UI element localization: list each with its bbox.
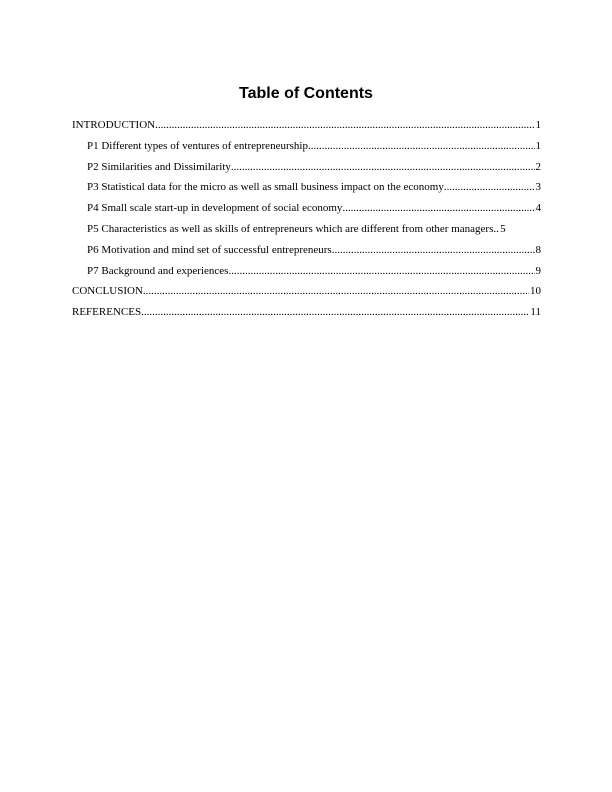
toc-entry-page: 11: [530, 306, 541, 319]
toc-dot-leader: [141, 302, 529, 323]
toc-entry-label: INTRODUCTION: [72, 119, 156, 131]
toc-entry-p4[interactable]: [72, 198, 541, 219]
toc-dot-leader: [342, 198, 534, 219]
toc-entry-label: REFERENCES: [72, 306, 142, 319]
toc-entry-p2[interactable]: [72, 157, 541, 178]
toc-entry-conclusion[interactable]: [72, 281, 541, 302]
toc-entry-p3[interactable]: [72, 177, 541, 198]
toc-dot-leader: [444, 177, 535, 198]
toc-entry-label: P7 Background and experiences: [87, 264, 229, 277]
toc-entry-page: 10: [530, 285, 541, 298]
toc-entry-page: 2: [535, 160, 541, 173]
toc-dot-leader: [155, 115, 534, 136]
toc-entry-page: 1: [535, 139, 541, 152]
toc-entry-label: P1 Different types of ventures of entrepreneurship: [87, 139, 308, 152]
toc-entry-page: 4: [535, 202, 541, 215]
toc-entry-page: 1: [535, 119, 541, 131]
toc-entry-p5[interactable]: [72, 219, 541, 240]
toc-dot-leader: [231, 157, 535, 178]
toc-dot-leader: [332, 240, 535, 261]
toc-dot-leader: [308, 136, 535, 157]
toc-entry-label: P2 Similarities and Dissimilarity: [87, 160, 231, 173]
toc-dot-leader: [143, 281, 529, 302]
toc-entry-page: 9: [535, 264, 541, 277]
toc-entry-label: P3 Statistical data for the micro as well as small business impact on the economy: [87, 181, 444, 194]
toc-entry-p7[interactable]: [72, 261, 541, 282]
toc-entry-label: P6 Motivation and mind set of successful entrepreneurs: [87, 243, 332, 256]
toc-entry-page: 5: [500, 222, 506, 235]
toc-entry-p1[interactable]: [72, 136, 541, 157]
toc-entry-label: P4 Small scale start-up in development of social economy: [87, 202, 343, 215]
toc-entry-p6[interactable]: [72, 240, 541, 261]
toc-entry-label: P5 Characteristics as well as skills of entrepreneurs which are different from other managers.: [87, 222, 497, 235]
toc-entry-references[interactable]: [72, 302, 541, 323]
toc-entry-page: 8: [535, 243, 541, 256]
toc-dot-leader: [228, 261, 534, 282]
table-of-contents: [72, 115, 541, 323]
toc-entry-page: 3: [535, 181, 541, 194]
toc-entry-label: CONCLUSION: [72, 285, 143, 298]
toc-title: Table of Contents: [239, 85, 373, 102]
toc-entry-introduction[interactable]: [72, 115, 541, 136]
